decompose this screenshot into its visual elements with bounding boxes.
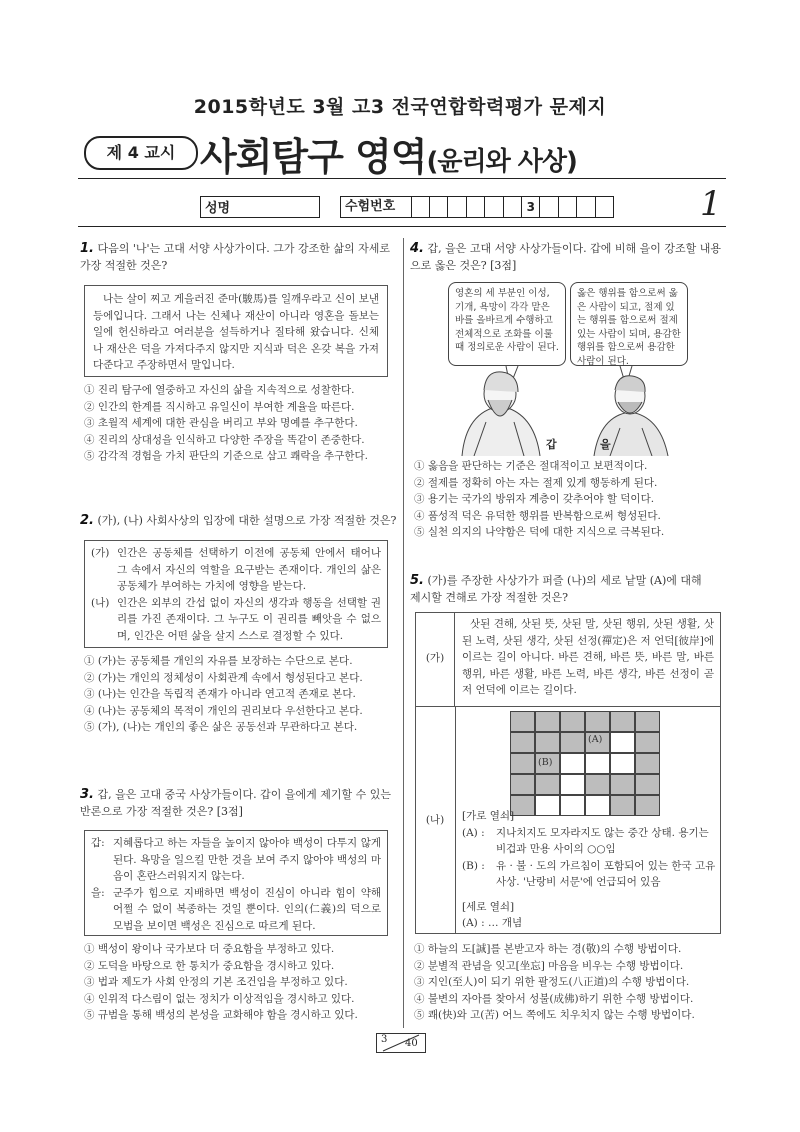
across-b-text: 유 · 불 · 도의 가르침이 포함되어 있는 한국 고유 사상. '난랑비 서문'에 언급되어 있음 — [496, 859, 716, 888]
choice[interactable]: ③ 용기는 국가의 방위자 계층이 갖추어야 할 덕이다. — [414, 493, 655, 506]
crossword-cell-block — [510, 732, 535, 753]
q2-na-text: 인간은 외부의 간섭 없이 자신의 생각과 행동을 선택할 권리를 가진 존재이다. 그 누구도 이 권리를 빼앗을 수 없으며, 인간은 어떤 삶을 살지 스스로 결정할 수 있다. — [117, 596, 381, 642]
choice[interactable]: ② (가)는 개인의 정체성이 사회관계 속에서 형성된다고 본다. — [84, 671, 363, 684]
choice[interactable]: ② 인간의 한계를 직시하고 유일신이 부여한 계율을 따른다. — [84, 400, 355, 413]
q1-number: 1. — [80, 241, 94, 256]
q2-ga — [91, 545, 381, 595]
q2-ga-tag: (가) — [91, 547, 110, 559]
choice[interactable]: ④ 인위적 다스림이 없는 정치가 이상적임을 경시하고 있다. — [84, 992, 355, 1005]
q4-stem-line: 갑, 을은 고대 서양 사상가들이다. 갑에 비해 을이 강조할 내용 — [427, 242, 721, 255]
exam-number-cell[interactable] — [559, 197, 577, 217]
crossword-cell-block — [610, 774, 635, 795]
choice[interactable]: ② 절제를 정확히 아는 자는 절제 있게 행동하게 된다. — [414, 476, 658, 489]
exam-number-cell-filled: 3 — [522, 197, 540, 217]
choice[interactable]: ① (가)는 공동체를 개인의 자유를 보장하는 수단으로 본다. — [84, 655, 353, 667]
exam-number-label: 수험번호 — [341, 197, 412, 217]
crossword-cell-block — [510, 774, 535, 795]
crossword-cell-block — [510, 711, 535, 732]
q4-stem-line: 으로 옳은 것은? [3점] — [410, 259, 517, 272]
q4-choices — [414, 458, 724, 541]
q5-number: 5. — [410, 573, 424, 588]
q2-stem — [80, 512, 398, 529]
q5-col-divider — [455, 706, 456, 934]
q1-stem-line: 다음의 '나'는 고대 서양 사상가이다. 그가 강조한 삶의 자세로 — [97, 242, 391, 255]
across-clue-b — [462, 858, 716, 891]
q2-passage — [84, 540, 388, 648]
across-a-tag: (A) : — [462, 826, 485, 839]
choice[interactable]: ⑤ 감각적 경험을 가치 판단의 기준으로 삼고 쾌락을 추구한다. — [84, 450, 368, 463]
choice[interactable]: ① 진리 탐구에 열중하고 자신의 삶을 지속적으로 성찰한다. — [84, 384, 355, 396]
q5-ga-text: 삿된 견해, 삿된 뜻, 삿된 말, 삿된 행위, 삿된 생활, 삿된 노력, 삿된 생각, 삿된 선정(禪定)은 저 언덕[彼岸]에 이르는 길이 아니다. 바른 견해, 바른 뜻, 바른 말, 바른 행위, 바른 생활, 바른 노력, 바른 생각, 바른 선정이 곧 저 언덕에 이르는 길이다. — [462, 618, 714, 696]
label-eul: 을 — [600, 438, 611, 451]
page-number: 1 — [700, 184, 722, 224]
q2-stem-line: (가), (나) 사회사상의 입장에 대한 설명으로 가장 적절한 것은? — [97, 514, 397, 527]
q4-illustration — [414, 282, 714, 456]
choice[interactable]: ① 백성이 왕이나 국가보다 더 중요함을 부정하고 있다. — [84, 943, 335, 955]
exam-number-cell[interactable] — [448, 197, 466, 217]
crossword-cell-block — [535, 711, 560, 732]
q3-choices — [84, 941, 398, 1024]
label-gap: 갑 — [546, 438, 557, 451]
speech-bubble-eul: 옳은 행위를 함으로써 옳은 사람이 되고, 절제 있는 행위를 함으로써 절제 있는 사람이 되며, 용감한 행위를 함으로써 용감한 사람이 된다. — [570, 282, 688, 366]
choice[interactable]: ⑤ 실천 의지의 나약함은 덕에 대한 지식으로 극복된다. — [414, 526, 665, 539]
header-rule — [78, 226, 726, 227]
crossword-cell-block — [560, 732, 585, 753]
crossword-cell-blank[interactable] — [560, 774, 585, 795]
subject-title — [200, 126, 577, 181]
q4-stem — [410, 240, 722, 274]
subject-main: 사회탐구 영역 — [200, 135, 427, 179]
choice[interactable]: ③ (나)는 인간을 독립적 존재가 아니라 연고적 존재로 본다. — [84, 688, 356, 701]
q2-na-tag: (나) — [91, 596, 110, 609]
q3-number: 3. — [80, 787, 94, 802]
page-indicator — [376, 1033, 426, 1053]
across-b-tag: (B) : — [462, 859, 485, 872]
q5-stem-line: 제시할 견해로 가장 적절한 것은? — [410, 591, 569, 604]
crossword-cell-block — [635, 774, 660, 795]
crossword-cell-blank[interactable] — [610, 732, 635, 753]
q3-eul-tag: 을: — [91, 886, 105, 899]
crossword-cell-blank[interactable] — [610, 753, 635, 774]
exam-number-cell[interactable] — [504, 197, 522, 217]
q5-na-tag: (나) — [425, 814, 445, 826]
crossword-label-b: (B) — [538, 757, 553, 768]
q5-choices — [414, 941, 724, 1024]
choice[interactable]: ④ 불변의 자아를 찾아서 성불(成佛)하기 위한 수행 방법이다. — [414, 992, 694, 1005]
name-label: 성명 — [205, 201, 231, 216]
down-clue-a: (A) : … 개념 — [462, 917, 523, 929]
q3-passage — [84, 830, 388, 936]
crossword-cell-block — [610, 711, 635, 732]
exam-number-cell[interactable] — [577, 197, 595, 217]
q1-stem-line: 가장 적절한 것은? — [80, 259, 168, 272]
exam-number-field[interactable] — [340, 196, 614, 218]
crossword-cell-block — [510, 753, 535, 774]
q3-gap-tag: 갑: — [91, 837, 105, 849]
choice[interactable]: ③ 법과 제도가 사회 안정의 기본 조건임을 부정하고 있다. — [84, 976, 348, 989]
page-total: 40 — [405, 1038, 418, 1049]
q1-choices — [84, 382, 398, 465]
q5-ga-tag: (가) — [425, 652, 445, 664]
q3-eul-text: 군주가 힘으로 지배하면 백성이 진심이 아니라 힘이 약해 어쩔 수 없이 복종하는 것일 뿐이다. 인의(仁義)의 덕으로 모범을 보이면 백성은 진심으로 따르게 된다. — [113, 886, 381, 932]
q5-clues — [462, 808, 716, 932]
q3-stem — [80, 786, 398, 820]
choice[interactable]: ⑤ (가), (나)는 개인의 좋은 삶은 공동선과 무관하다고 본다. — [84, 721, 358, 734]
q3-gap — [91, 835, 381, 885]
crossword-cell-block — [535, 774, 560, 795]
choice[interactable]: ① 하늘의 도[誠]를 본받고자 하는 경(敬)의 수행 방법이다. — [414, 943, 682, 955]
crossword-cell-block — [635, 711, 660, 732]
figure-gap-icon — [462, 372, 540, 456]
down-title: [세로 열쇠] — [462, 900, 515, 913]
across-a-text: 지나치지도 모자라지도 않는 중간 상태. 용기는 비겁과 만용 사이의 ○○임 — [496, 826, 709, 855]
across-title: [가로 열쇠] — [462, 810, 515, 822]
crossword-cell-block — [560, 711, 585, 732]
choice[interactable]: ③ 초월적 세계에 대한 관심을 버리고 부와 명예를 추구한다. — [84, 417, 358, 430]
page-current: 3 — [381, 1034, 388, 1045]
column-divider — [403, 238, 404, 1028]
choice[interactable]: ④ 진리의 상대성을 인식하고 다양한 주장을 똑같이 존중한다. — [84, 433, 365, 446]
exam-number-cell[interactable] — [412, 197, 430, 217]
q2-na — [91, 595, 381, 645]
choice[interactable]: ① 옳음을 판단하는 기준은 절대적이고 보편적이다. — [414, 460, 648, 472]
crossword-label-a: (A) — [588, 734, 603, 745]
exam-number-cell[interactable] — [467, 197, 485, 217]
speech-bubble-gap: 영혼의 세 부분인 이성, 기개, 욕망이 각각 맡은 바를 올바르게 수행하고 전체적으로 조화를 이룰 때 정의로운 사람이 된다. — [448, 282, 566, 366]
choice[interactable]: ② 도덕을 바탕으로 한 통치가 중요함을 경시하고 있다. — [84, 959, 335, 972]
exam-number-cell[interactable] — [430, 197, 448, 217]
period-badge: 제 4 교시 — [84, 136, 198, 170]
subject-sub: (윤리와 사상) — [426, 147, 577, 177]
crossword-cell-block — [535, 732, 560, 753]
exam-number-cell[interactable] — [485, 197, 503, 217]
choice[interactable]: ③ 지인(至人)이 되기 위한 팔정도(八正道)의 수행 방법이다. — [414, 976, 690, 989]
q2-number: 2. — [80, 513, 94, 528]
q3-stem-line: 갑, 을은 고대 중국 사상가들이다. 갑이 을에게 제기할 수 있는 — [97, 788, 391, 801]
choice[interactable]: ② 분별적 관념을 잊고[坐忘] 마음을 비우는 수행 방법이다. — [414, 959, 684, 972]
crossword-cell-block — [635, 753, 660, 774]
across-clue-a — [462, 825, 716, 858]
choice[interactable]: ⑤ 쾌(快)와 고(苦) 어느 쪽에도 치우치지 않는 수행 방법이다. — [414, 1009, 695, 1022]
crossword-cell-block — [585, 711, 610, 732]
name-field[interactable] — [200, 196, 320, 218]
crossword-cell-block — [585, 774, 610, 795]
q3-stem-line: 반론으로 가장 적절한 것은? [3점] — [80, 805, 243, 818]
choice[interactable]: ④ (나)는 공동체의 목적이 개인의 권리보다 우선한다고 본다. — [84, 704, 363, 717]
q5-stem-line: (가)를 주장한 사상가가 퍼즐 (나)의 세로 낱말 (A)에 대해 — [427, 574, 702, 587]
q2-choices — [84, 653, 398, 736]
choice[interactable]: ④ 품성적 덕은 유덕한 행위를 반복함으로써 형성된다. — [414, 509, 661, 522]
exam-number-cell[interactable] — [540, 197, 558, 217]
crossword-cell-blank[interactable] — [585, 753, 610, 774]
philosophers-illustration — [414, 282, 714, 456]
exam-number-cell[interactable] — [596, 197, 613, 217]
crossword-cell-blank[interactable] — [560, 753, 585, 774]
title-rule — [78, 178, 726, 179]
exam-title: 2015학년도 3월 고3 전국연합학력평가 문제지 — [193, 96, 607, 118]
q3-gap-text: 지혜롭다고 하는 자들을 높이지 않아야 백성이 다투지 않게 된다. 욕망을 일으킬 만한 것을 보여 주지 않아야 백성의 마음이 혼란스러워지지 않는다. — [113, 837, 381, 882]
q3-eul — [91, 885, 381, 935]
q4-number: 4. — [410, 241, 424, 256]
choice[interactable]: ⑤ 규범을 통해 백성의 본성을 교화해야 함을 경시하고 있다. — [84, 1009, 358, 1022]
q2-ga-text: 인간은 공동체를 선택하기 이전에 공동체 안에서 태어나 그 속에서 자신의 역할을 요구받는 존재이다. 개인의 삶은 공동체가 부여하는 가치에 영향을 받는다. — [117, 547, 381, 592]
crossword-cell-block — [635, 732, 660, 753]
q1-passage: 나는 살이 찌고 게을러진 준마(駿馬)를 일깨우라고 신이 보낸 등에입니다. 그래서 나는 신체나 재산이 아니라 영혼을 돌보는 일에 헌신하라고 여러분을 설득하거나 질타해 왔습니다. 신체나 재산은 덕을 가져다주지 않지만 지식과 덕은 온갖 복을 가져다준다고 주장하면서 말입니다. — [84, 285, 388, 377]
q1-stem — [80, 240, 394, 274]
q5-row-divider — [415, 706, 721, 707]
q5-stem — [410, 572, 722, 606]
